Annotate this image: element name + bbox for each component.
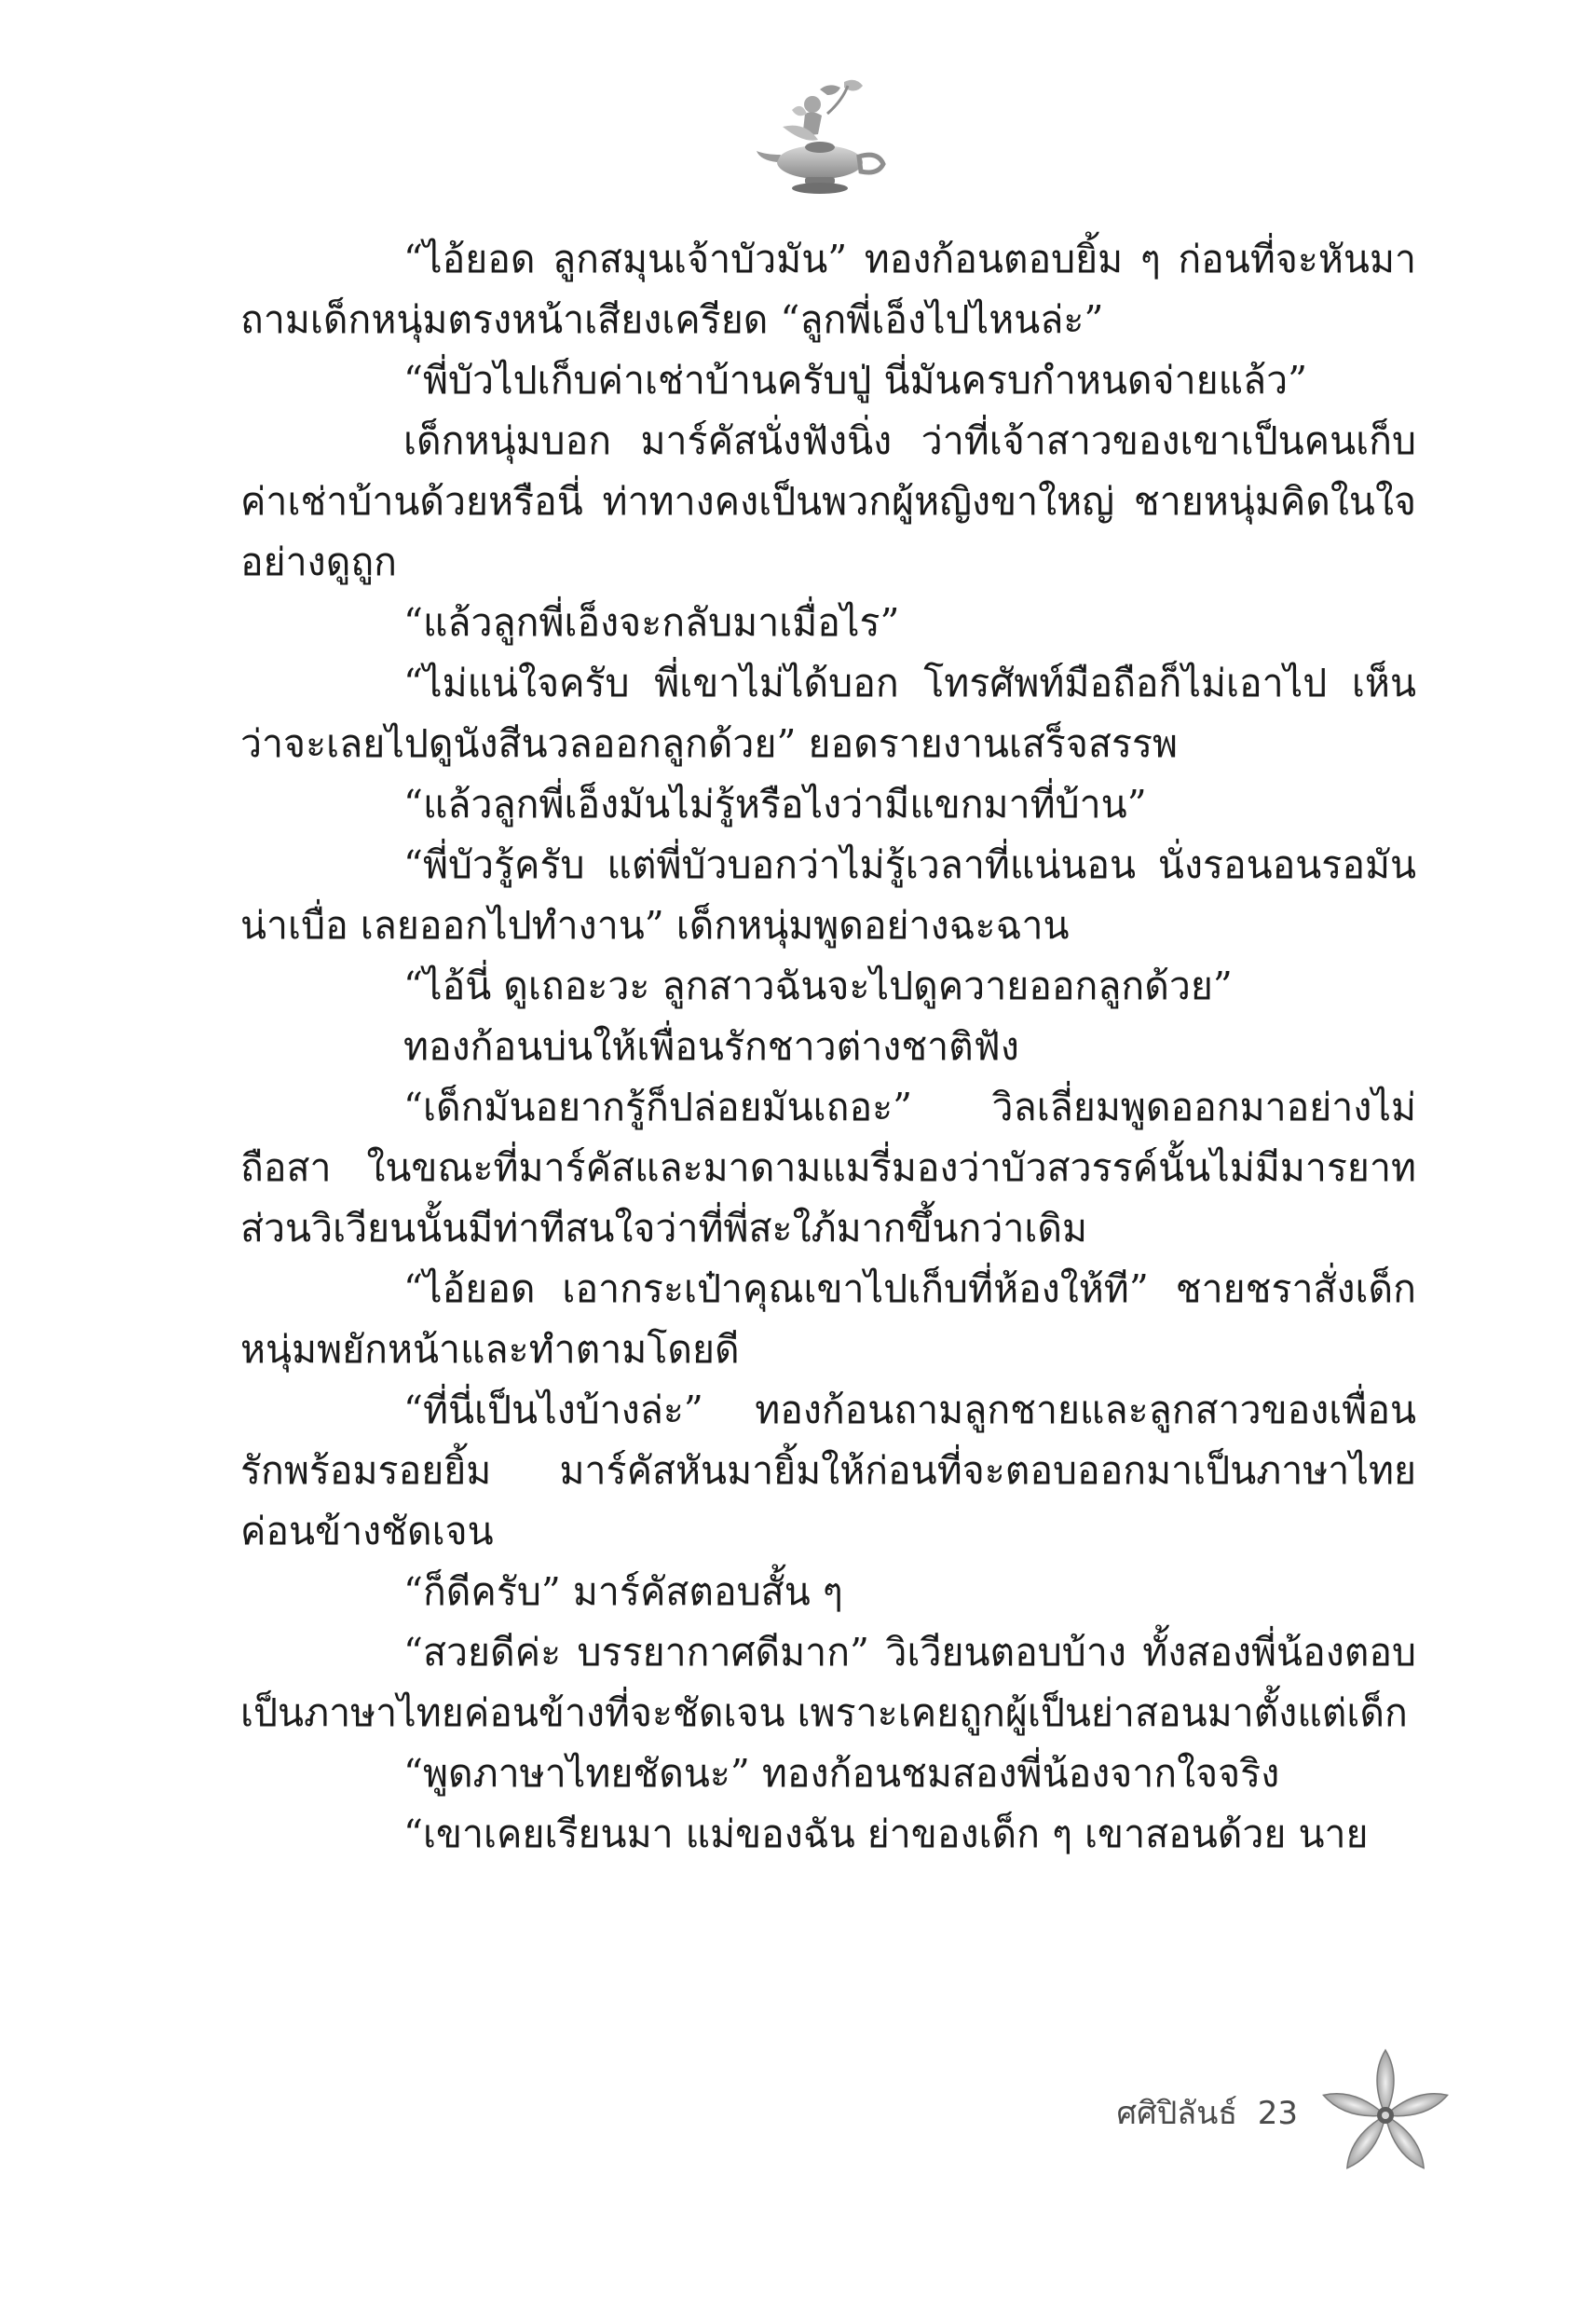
flower-icon: [1316, 2045, 1455, 2185]
paragraph: “ไอ้นี่ ดูเถอะวะ ลูกสาวฉันจะไปดูควายออกลูกด้วย”: [403, 964, 1233, 1008]
paragraph: เด็กหนุ่มบอก มาร์คัสนั่งฟังนิ่ง ว่าที่เจ้าสาวของเขาเป็นคนเก็บค่าเช่าบ้านด้วยหรือนี่ ท่าทางคงเป็นพวกผู้หญิงขาใหญ่ ชายหนุ่มคิดในใจอย่างดูถูก: [240, 418, 1416, 584]
paragraph: ทองก้อนบ่นให้เพื่อนรักชาวต่างชาติฟัง: [403, 1024, 1019, 1069]
paragraph: “ก็ดีครับ” มาร์คัสตอบสั้น ๆ: [403, 1569, 843, 1614]
paragraph: “เขาเคยเรียนมา แม่ของฉัน ย่าของเด็ก ๆ เขาสอนด้วย นาย: [403, 1812, 1369, 1856]
genie-lamp-cupid-icon: [755, 73, 894, 212]
paragraph: “แล้วลูกพี่เอ็งจะกลับมาเมื่อไร”: [403, 600, 900, 645]
paragraph: “ไอ้ยอด ลูกสมุนเจ้าบัวมัน” ทองก้อนตอบยิ้ม ๆ ก่อนที่จะหันมาถามเด็กหนุ่มตรงหน้าเสียงเครียด “ลูกพี่เอ็งไปไหนล่ะ”: [240, 237, 1416, 342]
paragraph: “สวยดีค่ะ บรรยากาศดีมาก” วิเวียนตอบบ้าง ทั้งสองพี่น้องตอบเป็นภาษาไทยค่อนข้างที่จะชัดเจน เพราะเคยถูกผู้เป็นย่าสอนมาตั้งแต่เด็ก: [240, 1630, 1416, 1735]
paragraph: “ที่นี่เป็นไงบ้างล่ะ” ทองก้อนถามลูกชายและลูกสาวของเพื่อนรักพร้อมรอยยิ้ม มาร์คัสหันมายิ้มให้ก่อนที่จะตอบออกมาเป็นภาษาไทยค่อนข้างชัดเจน: [240, 1388, 1416, 1553]
paragraph: “ไม่แน่ใจครับ พี่เขาไม่ได้บอก โทรศัพท์มือถือก็ไม่เอาไป เห็นว่าจะเลยไปดูนังสีนวลออกลูกด้วย” ยอดรายงานเสร็จสรรพ: [240, 661, 1416, 766]
paragraph: “แล้วลูกพี่เอ็งมันไม่รู้หรือไงว่ามีแขกมาที่บ้าน”: [403, 782, 1147, 827]
running-footer: [1117, 2087, 1298, 2138]
story-text: [240, 229, 1416, 1865]
paragraph: “พูดภาษาไทยชัดนะ” ทองก้อนชมสองพี่น้องจากใจจริง: [403, 1751, 1280, 1796]
paragraph: “ไอ้ยอด เอากระเป๋าคุณเขาไปเก็บที่ห้องให้ที” ชายชราสั่งเด็กหนุ่มพยักหน้าและทำตามโดยดี: [240, 1266, 1416, 1372]
page-number: 23: [1257, 2095, 1298, 2132]
paragraph: “พี่บัวไปเก็บค่าเช่าบ้านครับปู่ นี่มันครบกำหนดจ่ายแล้ว”: [403, 358, 1308, 403]
book-title: ศศิปิลันธ์: [1116, 2095, 1238, 2132]
paragraph: “เด็กมันอยากรู้ก็ปล่อยมันเถอะ” วิลเลี่ยมพูดออกมาอย่างไม่ถือสา ในขณะที่มาร์คัสและมาดามแมรี่มองว่าบัวสวรรค์นั้นไม่มีมารยาท ส่วนวิเวียนนั้นมีท่าทีสนใจว่าที่พี่สะใภ้มากขึ้นกว่าเดิม: [240, 1085, 1416, 1251]
paragraph: “พี่บัวรู้ครับ แต่พี่บัวบอกว่าไม่รู้เวลาที่แน่นอน นั่งรอนอนรอมันน่าเบื่อ เลยออกไปทำงาน” เด็กหนุ่มพูดอย่างฉะฉาน: [240, 842, 1416, 948]
